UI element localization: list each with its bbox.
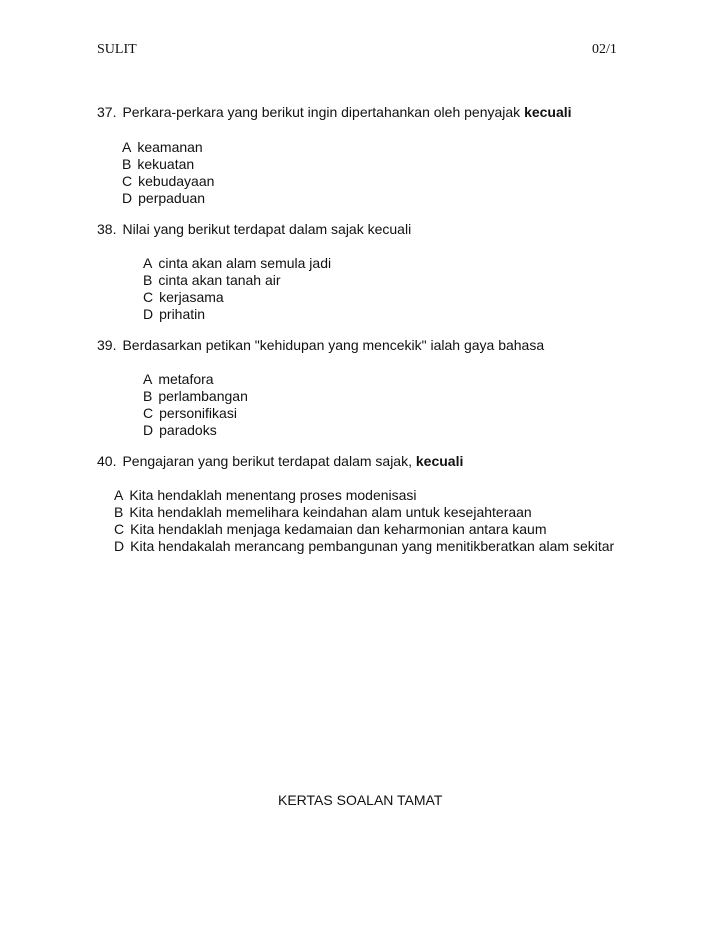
header-sulit: SULIT [97, 42, 137, 57]
option-text: kekuatan [137, 156, 195, 172]
question-40-stem [97, 453, 463, 469]
option-text: prihatin [159, 306, 206, 322]
question-39-option-b [143, 388, 248, 405]
option-letter: C [143, 405, 154, 421]
question-40-option-b [114, 504, 532, 521]
option-letter: B [143, 388, 153, 404]
question-38-option-b [143, 272, 281, 289]
option-letter: D [143, 306, 154, 322]
question-37-stem [97, 104, 572, 120]
option-text: kebudayaan [138, 173, 215, 189]
option-text: personifikasi [159, 405, 237, 421]
question-39-stem [97, 337, 544, 353]
question-38-option-d [143, 306, 205, 323]
option-letter: C [143, 289, 154, 305]
question-39-option-c [143, 405, 237, 422]
end-of-paper-notice: KERTAS SOALAN TAMAT [278, 792, 443, 808]
question-number: 39. [97, 337, 117, 353]
option-letter: B [114, 504, 124, 520]
option-letter: A [143, 371, 153, 387]
option-text: perlambangan [158, 388, 248, 404]
option-letter: C [114, 521, 125, 537]
question-38-option-a [143, 255, 331, 272]
question-text: Berdasarkan petikan "kehidupan yang mencekik" ialah gaya bahasa [122, 337, 545, 353]
option-letter: A [122, 139, 132, 155]
question-keyword: kecuali [524, 104, 572, 120]
option-letter: B [122, 156, 132, 172]
question-keyword: kecuali [415, 453, 464, 469]
option-text: keamanan [137, 139, 203, 155]
option-text: Kita hendaklah menjaga kedamaian dan keharmonian antara kaum [130, 521, 547, 537]
question-text: Pengajaran yang berikut terdapat dalam sajak, [122, 453, 416, 469]
question-37-option-d [122, 190, 205, 207]
question-37-option-b [122, 156, 194, 173]
option-text: perpaduan [138, 190, 206, 206]
option-text: metafora [158, 371, 214, 387]
question-40-option-d [114, 538, 614, 555]
question-text: Nilai yang berikut terdapat dalam sajak kecuali [122, 221, 412, 237]
option-letter: D [122, 190, 133, 206]
question-number: 37. [97, 104, 117, 120]
option-letter: C [122, 173, 133, 189]
option-text: kerjasama [159, 289, 224, 305]
option-text: cinta akan alam semula jadi [158, 255, 332, 271]
question-37-option-a [122, 139, 203, 156]
question-number: 40. [97, 453, 117, 469]
question-text: Perkara-perkara yang berikut ingin dipertahankan oleh penyajak [122, 104, 525, 120]
question-39-option-a [143, 371, 214, 388]
option-text: cinta akan tanah air [158, 272, 281, 288]
option-text: Kita hendaklah memelihara keindahan alam untuk kesejahteraan [129, 504, 532, 520]
option-text: Kita hendaklah menentang proses modenisasi [129, 487, 417, 503]
option-letter: B [143, 272, 153, 288]
question-40-option-c [114, 521, 547, 538]
header-paper-code: 02/1 [592, 42, 617, 57]
question-38-option-c [143, 289, 224, 306]
option-letter: A [143, 255, 153, 271]
option-letter: D [114, 538, 125, 554]
question-39-option-d [143, 422, 217, 439]
option-letter: A [114, 487, 124, 503]
question-38-stem [97, 221, 411, 237]
question-37-option-c [122, 173, 214, 190]
question-40-option-a [114, 487, 417, 504]
question-number: 38. [97, 221, 117, 237]
option-letter: D [143, 422, 154, 438]
option-text: Kita hendakalah merancang pembangunan yang menitikberatkan alam sekitar [130, 538, 615, 554]
option-text: paradoks [159, 422, 217, 438]
